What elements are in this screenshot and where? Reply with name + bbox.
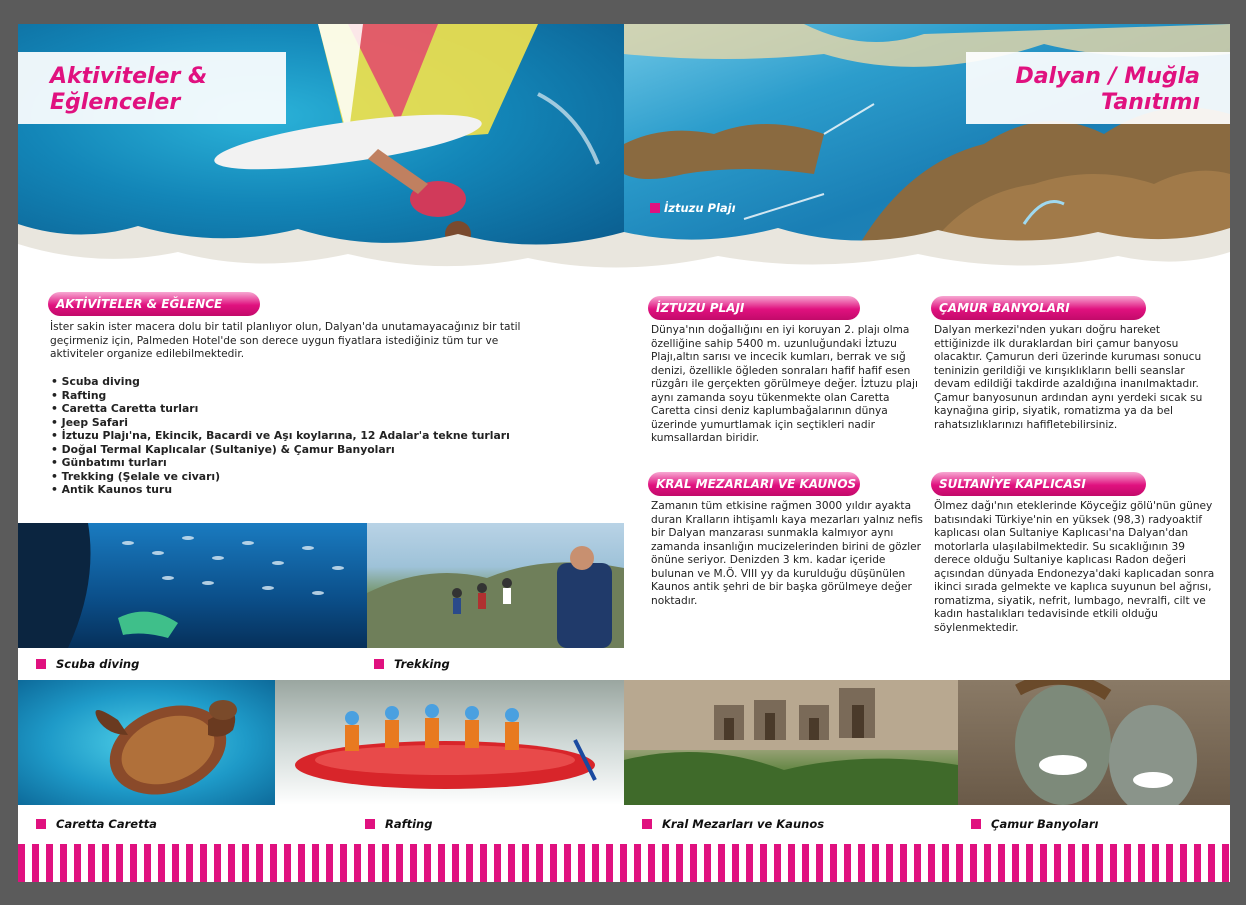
trekking-illustration — [367, 523, 624, 648]
kral-heading: KRAL MEZARLARI VE KAUNOS — [648, 472, 860, 496]
list-item: • Rafting — [51, 389, 571, 403]
rafting-caption-text: Rafting — [385, 817, 433, 831]
activities-heading: AKTİVİTELER & EĞLENCE — [48, 292, 260, 316]
rafting-illustration — [275, 680, 624, 805]
trekking-photo — [367, 523, 624, 648]
trekking-caption — [374, 657, 450, 671]
list-item: • Jeep Safari — [51, 416, 571, 430]
top-photo-caption-text: İztuzu Plajı — [664, 201, 736, 215]
camur-caption-text: Çamur Banyoları — [991, 817, 1099, 831]
caretta-illustration — [18, 680, 275, 805]
brochure-page — [18, 24, 1230, 882]
list-item: • Antik Kaunos turu — [51, 483, 571, 497]
caretta-caption — [36, 817, 157, 831]
scuba-photo — [18, 523, 367, 648]
list-item: • Doğal Termal Kaplıcalar (Sultaniye) & Çamur Banyoları — [51, 443, 571, 457]
right-title-line1: Dalyan / Muğla — [1015, 64, 1200, 89]
decorative-stripe-band — [18, 844, 1230, 882]
scuba-illustration — [18, 523, 367, 648]
trekking-caption-text: Trekking — [394, 657, 450, 671]
left-title-line2: Eğlenceler — [50, 90, 181, 115]
kral-illustration — [624, 680, 958, 805]
kral-caption-text: Kral Mezarları ve Kaunos — [662, 817, 825, 831]
torn-paper-edge — [18, 214, 1230, 284]
caption-marker — [971, 819, 981, 829]
caretta-caption-text: Caretta Caretta — [56, 817, 157, 831]
rafting-photo — [275, 680, 624, 805]
kral-text: Zamanın tüm etkisine rağmen 3000 yıldır ayakta duran Kralların ihtişamlı kaya mezarları yalnız nefis bir Dalyan manzarası sunmakla kalmıyor aynı zamanda insanlığın mucizelerinden birini de gözler önüne seriyor. Denizden 3 km. kadar içeride bulunan ve M.Ö. VIII yy da kurulduğu düşünülen Kaunos antik şehri de bir başka görülmeye değer noktadır. — [651, 500, 923, 607]
rafting-caption — [365, 817, 432, 831]
iztuzu-text: Dünya'nın doğallığını en iyi koruyan 2. plajı olma özelliğine sahip 5400 m. uzunluğundaki İztuzu Plajı,altın sarısı ve incecik kumları, berrak ve sığ denizi, özellikle öğleden sonraları hafif hafif esen rüzgârı ile gerçekten görülmeye değer. İztuzu plajı aynı zamanda soyu tükenmekte olan Caretta Caretta cinsi deniz kaplumbağalarının dünya üzerinde yumurtlamak için seçtikleri nadir kumsallardan biridir. — [651, 324, 918, 444]
left-title-box — [18, 52, 286, 124]
kral-caption — [642, 817, 824, 831]
camur-text: Dalyan merkezi'nden yukarı doğru hareket ettiğinizde ilk duraklardan biri çamur banyosu olacaktır. Çamurun deri üzerinde kuruması sonucu teninizin gerildiği ve kırışıklıkların belli seanslar devam edildiği takdirde azaldığına inanılmaktadır. Çamur banyosunun ardından aynı yerdeki sıcak su kaynağına girip, siyatik, romatizma ya da bel rahatsızlıklarınızı hafifletebilirsiniz. — [934, 324, 1203, 431]
activities-intro: İster sakin ister macera dolu bir tatil planlıyor olun, Dalyan'da unutamayacağınız bir tatil geçirmeniz için, Palmeden Hotel'de son derece uygun fiyatlara istediğiniz tüm tur ve aktiviteler organize edilebilmektedir. — [50, 321, 521, 360]
caption-marker — [650, 203, 660, 213]
scuba-caption — [36, 657, 139, 671]
caption-marker — [374, 659, 384, 669]
sultaniye-text: Ölmez dağı'nın eteklerinde Köyceğiz gölü'nün güney batısındaki Türkiye'nin en yüksek (98,3) radyoaktif kaplıcası olan Sultaniye Kaplıcası'na Dalyan'dan motorlarla ulaşılabilmektedir. Su sıcaklığının 39 derece olduğu Sultaniye kaplıcası Radon değeri açısından dünyada Endonezya'daki kaplıcadan sonra ikinci sırada gelmekte ve kaplıca suyunun bel ağrısı, romatizma, siyatik, nefrit, lumbago, nevralfi, cilt ve kadın hastalıkları tedavisinde etkili olduğu söylenmektedir. — [934, 500, 1215, 634]
caption-marker — [642, 819, 652, 829]
right-title-line2: Tanıtımı — [1101, 90, 1200, 115]
caption-marker — [36, 819, 46, 829]
list-item: • Günbatımı turları — [51, 456, 571, 470]
caption-marker — [365, 819, 375, 829]
left-title-line1: Aktiviteler & — [50, 64, 208, 89]
list-item: • Caretta Caretta turları — [51, 402, 571, 416]
right-title-box — [966, 52, 1230, 124]
kral-photo — [624, 680, 958, 805]
list-item: • İztuzu Plajı'na, Ekincik, Bacardi ve Aşı koylarına, 12 Adalar'a tekne turları — [51, 429, 571, 443]
caretta-photo — [18, 680, 275, 805]
caption-marker — [36, 659, 46, 669]
scuba-caption-text: Scuba diving — [56, 657, 140, 671]
top-photo-caption — [650, 201, 736, 215]
activities-list — [51, 375, 571, 497]
camur-photo — [958, 680, 1230, 805]
list-item: • Trekking (Şelale ve civarı) — [51, 470, 571, 484]
camur-heading: ÇAMUR BANYOLARI — [931, 296, 1146, 320]
iztuzu-heading: İZTUZU PLAJI — [648, 296, 860, 320]
list-item: • Scuba diving — [51, 375, 571, 389]
camur-illustration — [958, 680, 1230, 805]
sultaniye-heading: SULTANİYE KAPLICASI — [931, 472, 1146, 496]
camur-caption — [971, 817, 1098, 831]
